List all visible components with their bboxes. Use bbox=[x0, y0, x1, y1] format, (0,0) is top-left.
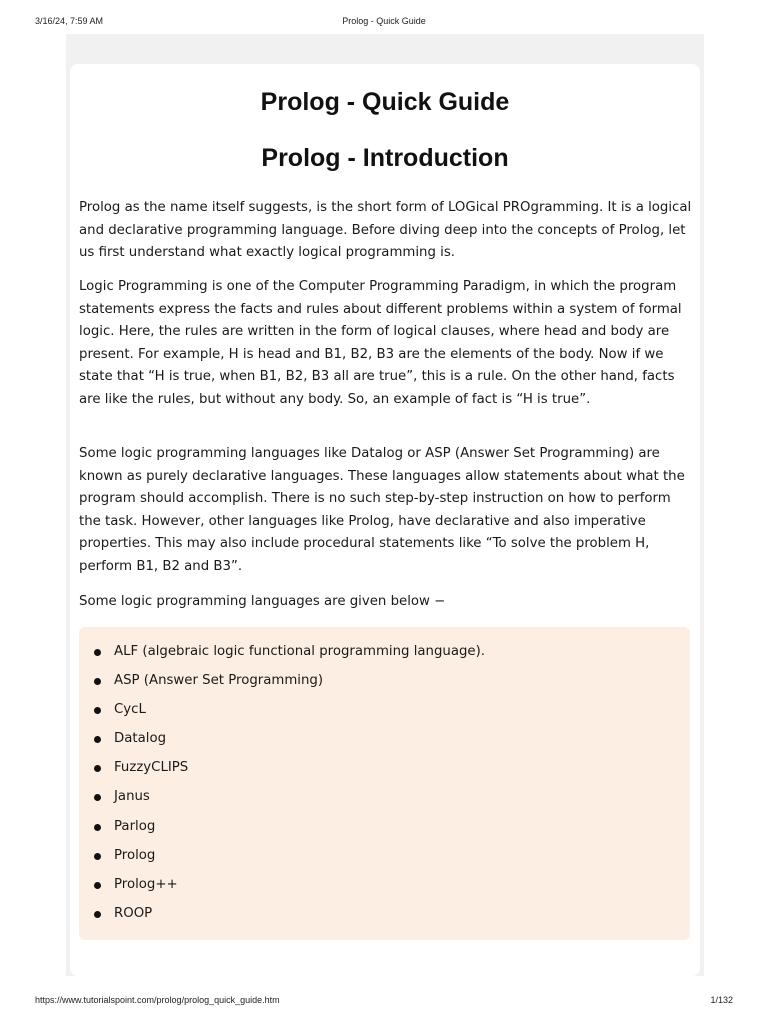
list-item bbox=[79, 697, 690, 726]
bullet-icon bbox=[94, 736, 101, 743]
section-title: Prolog - Introduction bbox=[261, 144, 509, 172]
languages-list bbox=[79, 639, 690, 930]
bullet-icon bbox=[94, 765, 101, 772]
list-item-label: Parlog bbox=[114, 818, 156, 834]
page-title: Prolog - Quick Guide bbox=[260, 88, 510, 116]
list-intro-paragraph: Some logic programming languages are given below − bbox=[79, 594, 446, 609]
logic-programming-paragraph: Logic Programming is one of the Computer Programming Paradigm, in which the program statements express the facts and rules about different problems within a system of formal logic. Here, the rules are written in the form of logical clauses, where head and body are present. For example, H is head and B1, B2, B3 are the elements of the body. Now if we state that “H is true, when B1, B2, B3 all are true”, this is a rule. On the other hand, facts are like the rules, but without any body. So, an example of fact is “H is true”. bbox=[79, 279, 682, 407]
print-datetime: 3/16/24, 7:59 AM bbox=[35, 16, 104, 26]
page-number: 1/132 bbox=[710, 995, 733, 1005]
list-item bbox=[79, 814, 690, 843]
bullet-icon bbox=[94, 678, 101, 685]
print-header bbox=[0, 16, 768, 36]
bullet-icon bbox=[94, 794, 101, 801]
list-item-label: FuzzyCLIPS bbox=[114, 760, 189, 776]
list-item bbox=[79, 639, 690, 668]
print-page-title: Prolog - Quick Guide bbox=[342, 16, 426, 26]
bullet-icon bbox=[94, 824, 101, 831]
bullet-icon bbox=[94, 911, 101, 918]
languages-list-box bbox=[79, 627, 690, 940]
list-item bbox=[79, 872, 690, 901]
list-item bbox=[79, 755, 690, 784]
list-item bbox=[79, 901, 690, 930]
bullet-icon bbox=[94, 649, 101, 656]
print-footer bbox=[0, 995, 768, 1015]
page-url[interactable]: https://www.tutorialspoint.com/prolog/prolog_quick_guide.htm bbox=[35, 995, 280, 1005]
declarative-languages-paragraph: Some logic programming languages like Datalog or ASP (Answer Set Programming) are known as purely declarative languages. These languages allow statements about what the program should accomplish. There is no such step-by-step instruction on how to perform the task. However, other languages like Prolog, have declarative and also imperative properties. This may also include procedural statements like “To solve the problem H, perform B1, B2 and B3”. bbox=[79, 446, 685, 574]
list-item bbox=[79, 843, 690, 872]
list-item-label: CycL bbox=[114, 702, 146, 718]
list-item-label: Janus bbox=[114, 789, 150, 805]
list-item-label: ASP (Answer Set Programming) bbox=[114, 673, 324, 689]
list-item bbox=[79, 668, 690, 697]
bullet-icon bbox=[94, 853, 101, 860]
list-item-label: ROOP bbox=[114, 905, 153, 921]
list-item bbox=[79, 726, 690, 755]
list-item-label: ALF (algebraic logic functional programming language). bbox=[114, 644, 486, 659]
list-item-label: Prolog bbox=[114, 847, 156, 863]
bullet-icon bbox=[94, 882, 101, 889]
list-item-label: Datalog bbox=[114, 731, 167, 747]
list-item bbox=[79, 784, 690, 813]
list-item-label: Prolog++ bbox=[114, 876, 178, 892]
intro-paragraph: Prolog as the name itself suggests, is the short form of LOGical PROgramming. It is a logical and declarative programming language. Before diving deep into the concepts of Prolog, let us first understand what exactly logical programming is. bbox=[79, 200, 692, 260]
bullet-icon bbox=[94, 707, 101, 714]
